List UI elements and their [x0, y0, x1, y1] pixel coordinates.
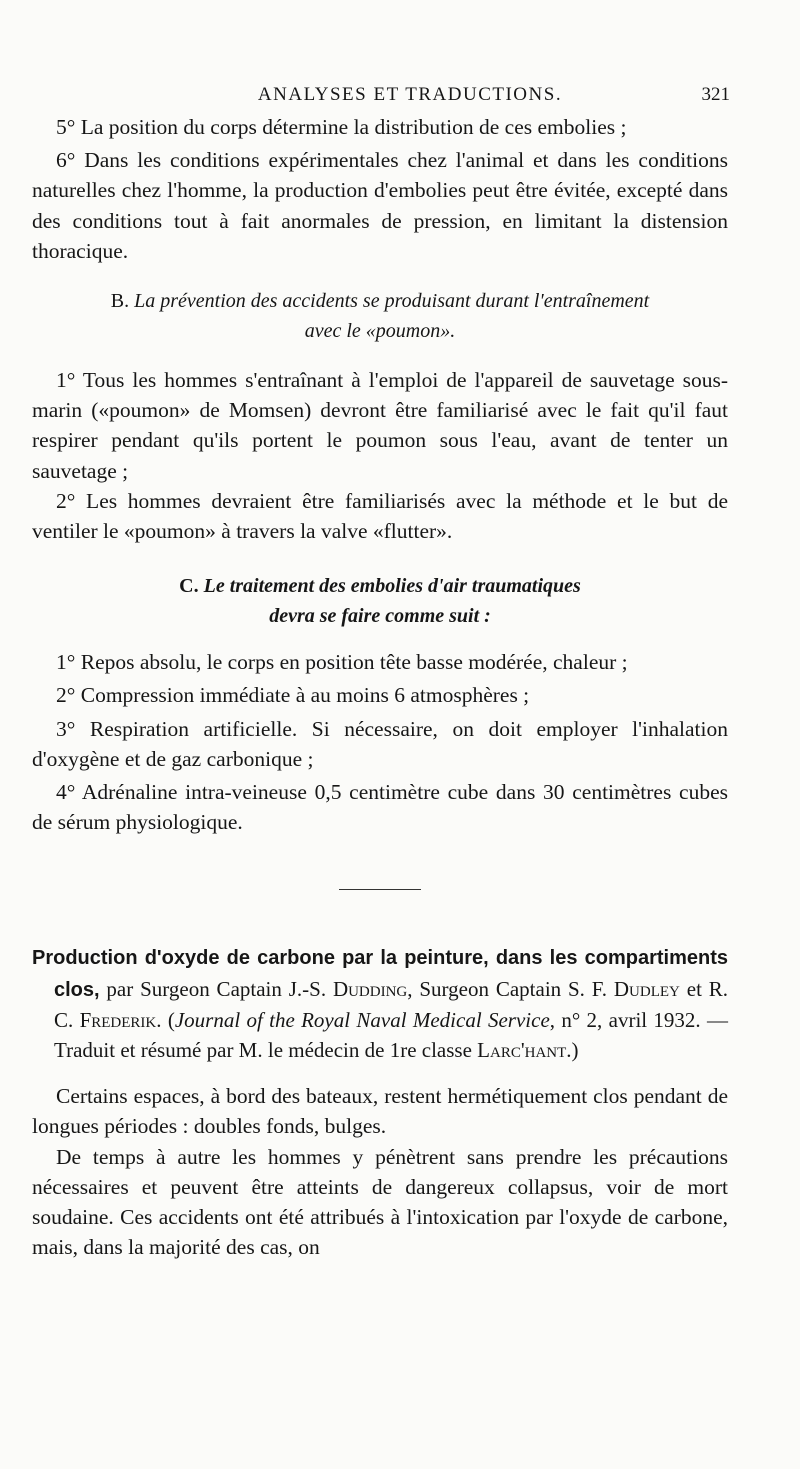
author-name: Dudley [613, 976, 680, 1001]
author-name: Dudding [332, 976, 408, 1001]
journal-name: Journal of the Royal Naval Medical Service [174, 1007, 550, 1032]
section-b-heading [32, 286, 728, 346]
body-paragraph: Certains espaces, à bord des bateaux, restent hermétiquement clos pendant de longues périodes : doubles fonds, bulges. [32, 1084, 728, 1139]
translator-name: Larc'hant [477, 1038, 567, 1063]
document-page [32, 84, 728, 1262]
author-name: Frederik [79, 1007, 157, 1032]
section-title-line: devra se faire comme suit : [269, 605, 491, 628]
list-item-2: 2° Les hommes devraient être familiarisés avec la méthode et le but de ventiler le «poumon» à travers la valve «flutter». [32, 488, 728, 544]
section-c-heading [32, 571, 728, 631]
list-item-3: 3° Respiration artificielle. Si nécessaire, on doit employer l'inhalation d'oxygène et de gaz carbonique ; [32, 716, 728, 771]
section-title-line: La prévention des accidents se produisant durant l'entraînement [134, 290, 650, 313]
list-item-2: 2° Compression immédiate à au moins 6 atmosphères ; [56, 683, 530, 708]
page-number: 321 [701, 84, 730, 105]
section-title-line: Le traitement des embolies d'air traumatiques [203, 575, 581, 598]
running-header [32, 84, 728, 112]
section-letter: C. [179, 575, 199, 598]
section-divider [339, 889, 421, 890]
running-title: ANALYSES ET TRADUCTIONS. [257, 84, 563, 105]
list-item-5: 5° La position du corps détermine la distribution de ces embolies ; [56, 115, 627, 139]
section-title-line: avec le «poumon». [304, 320, 456, 343]
list-item-1: 1° Tous les hommes s'entraînant à l'emploi de l'appareil de sauvetage sous-marin («poumon» de Momsen) devront être familiarisé avec le fait qu'il faut respirer pendant qu'ils portent le poumon sous l'eau, avant de tenter un sauvetage ; [32, 368, 728, 483]
section-letter: B. [110, 290, 130, 313]
list-item-6: 6° Dans les conditions expérimentales chez l'animal et dans les conditions naturelles chez l'homme, la production d'embolies peut être évitée, excepté dans des conditions tout à fait anormales de pression, en limitant la distension thoracique. [32, 148, 728, 263]
list-item-4: 4° Adrénaline intra-veineuse 0,5 centimètre cube dans 30 centimètres cubes de sérum physiologique. [32, 780, 728, 835]
body-paragraph: De temps à autre les hommes y pénètrent sans prendre les précautions nécessaires et peuvent être atteints de dangereux collapsus, voir de mort soudaine. Ces accidents ont été attribués à l'intoxication par l'oxyde de carbone, mais, dans la majorité des cas, on [32, 1144, 728, 1260]
article-title-bold: Production d'oxyde de carbone par la peinture, dans les compartiments clos, [32, 947, 728, 1001]
list-item-1: 1° Repos absolu, le corps en position tête basse modérée, chaleur ; [56, 650, 628, 675]
article-title: Production d'oxyde de carbone par la peinture, dans les compartiments clos, par Surgeon Captain J.-S. Dudding, Surgeon Captain S. F. Dudley et R. C. Frederik. (Journal of the Royal Naval Medical Service, n° 2, avril 1932. — Traduit et résumé par M. le médecin de 1re classe Larc'hant.) [32, 947, 729, 1063]
